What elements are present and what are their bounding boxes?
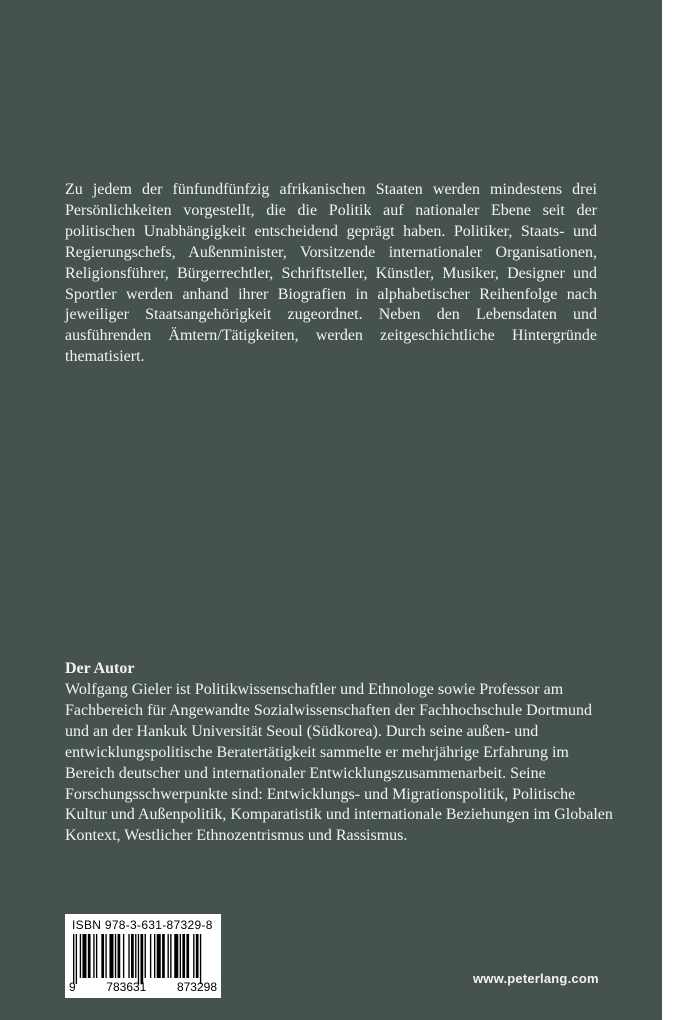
barcode-bar — [128, 934, 129, 978]
barcode-bar — [82, 934, 86, 978]
barcode-bar — [80, 934, 81, 978]
barcode-bar — [131, 934, 134, 978]
barcode-bar — [73, 934, 74, 984]
barcode-digits — [69, 980, 217, 994]
isbn-barcode — [65, 914, 221, 998]
publisher-website[interactable]: www.peterlang.com — [473, 971, 599, 986]
barcode-bar — [150, 934, 151, 978]
barcode-bar — [168, 934, 169, 978]
barcode-bar — [141, 934, 144, 984]
barcode-digit-first: 9 — [69, 980, 76, 994]
barcode-bar — [123, 934, 124, 978]
barcode-bar — [193, 934, 194, 978]
barcode-digit-group-left: 783631 — [106, 980, 147, 994]
barcode-bar — [96, 934, 97, 978]
barcode-bar — [135, 934, 136, 978]
barcode-bar — [145, 934, 146, 978]
barcode-bar — [109, 934, 113, 978]
barcode-bar — [174, 934, 178, 978]
barcode-bar — [154, 934, 155, 978]
author-biography: Wolfgang Gieler ist Politikwissenschaftler und Ethnologe sowie Professor am Fachbereich für Angewandte Sozialwissenschaften der Fachhochschule Dortmund und an der Hankuk Universität Seoul (Südkorea). Durch seine außen- und entwicklungspolitische Beratertätigkeit sammelte er mehrjährige Erfahrung im Bereich deutscher und internationaler Entwicklungszusammenarbeit. Seine Forschungsschwerpunkte sind: Entwicklungs- und Migrationspolitik, Politische Kultur und Außenpolitik, Komparatistik und internationale Beziehungen im Globalen Kontext, Westlicher Ethnozentrismus und Rassismus. — [65, 681, 613, 845]
barcode-bar — [180, 934, 181, 978]
barcode-bar — [118, 934, 121, 978]
barcode-bar — [115, 934, 116, 978]
barcode-bar — [105, 934, 106, 978]
author-heading: Der Autor — [65, 660, 135, 677]
barcode-bar — [200, 934, 201, 984]
barcode-bar — [101, 934, 104, 978]
barcode-bar — [76, 934, 77, 984]
barcode-bar — [88, 934, 91, 978]
barcode-bar — [196, 934, 199, 978]
book-description: Zu jedem der fünfundfünfzig afrikanischen Staaten werden mindestens drei Persönlichkeiten vorgestellt, die die Politik auf nationaler Ebene seit der politischen Unabhängigkeit entscheidend geprägt haben. Politiker, Staats- und Regierungschefs, Außenminister, Vorsitzende internationaler Organisationen, Religionsführer, Bürgerrechtler, Schriftsteller, Künstler, Musiker, Designer und Sportler werden anhand ihrer Biografien in alphabetischer Reihenfolge nach jeweiliger Staatsangehörigkeit zugeordnet. Neben den Lebensdaten und ausführenden Ämtern/Tätigkeiten, werden zeitgeschichtliche Hintergründe thematisiert. — [65, 181, 597, 366]
barcode-bar — [157, 934, 161, 978]
barcode-bar — [93, 934, 94, 978]
barcode-bars — [71, 934, 215, 984]
isbn-label: ISBN 978-3-631-87329-8 — [72, 918, 213, 932]
barcode-bar — [182, 934, 185, 978]
barcode-bar — [170, 934, 171, 978]
barcode-bar — [138, 934, 139, 984]
barcode-digit-group-right: 873298 — [176, 980, 217, 994]
barcode-bar — [162, 934, 165, 978]
barcode-bar — [186, 934, 189, 978]
